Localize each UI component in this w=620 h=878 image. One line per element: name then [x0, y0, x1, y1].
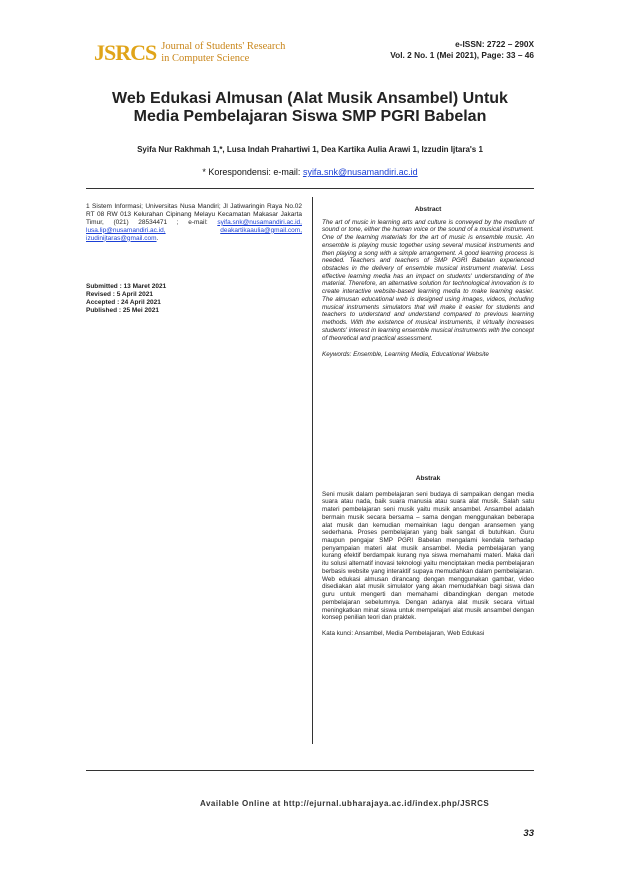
abstract-english — [322, 206, 534, 359]
abstract-heading: Abstract — [414, 206, 442, 213]
keywords: Keywords: Ensemble, Learning Media, Educational Website — [322, 351, 489, 359]
affiliation-text: 1 Sistem Informasi; Universitas Nusa Mandiri; Jl Jatiwaringin Raya No.02 RT 08 RW 013 Kelurahan Cipinang Melayu Kecamatan Makasar Jakarta Timur, (021) 28534471 ; e-mail: — [86, 203, 302, 226]
page-number: 33 — [523, 828, 534, 839]
logo-mark: JSRCS — [94, 40, 157, 65]
title-line-2: Media Pembelajaran Siswa SMP PGRI Babelan — [133, 108, 487, 125]
date-submitted: Submitted : 13 Maret 2021 — [86, 283, 167, 290]
date-accepted: Accepted : 24 April 2021 — [86, 298, 161, 306]
kata-kunci: Kata kunci: Ansambel, Media Pembelajaran, Web Edukasi — [322, 629, 485, 637]
date-published: Published : 25 Mei 2021 — [86, 306, 159, 314]
abstrak-heading: Abstrak — [415, 475, 441, 482]
email-link-4[interactable]: izudinijtaras@gmail.com — [86, 234, 157, 242]
date-revised: Revised : 5 April 2021 — [86, 290, 153, 298]
correspondence — [60, 167, 560, 177]
issn: e-ISSN: 2722 – 290X — [455, 39, 534, 49]
volume-info: Vol. 2 No. 1 (Mei 2021), Page: 33 – 46 — [390, 49, 534, 60]
logo-line-1: Journal of Students' Research — [161, 41, 286, 52]
affiliation — [86, 203, 302, 243]
correspondence-email-link[interactable]: syifa.snk@nusamandiri.ac.id — [302, 167, 418, 177]
abstract-indonesian — [322, 475, 534, 638]
paper-title — [86, 90, 534, 126]
affiliation-end: . — [156, 234, 159, 242]
title-line-1: Web Edukasi Almusan (Alat Musik Ansambel) Untuk — [112, 90, 508, 107]
bottom-rule — [86, 770, 534, 771]
submission-dates — [86, 283, 302, 315]
abstrak-body: Seni musik dalam pembelajaran seni budaya di sampaikan dengan media suara atau nada, baik suara manusia atau suara alat musik. Salah satu materi pembelajaran seni musik yaitu musik ansambel. Ansambel adalah bermain musik secara bersama – sama dengan menggunakan beberapa alat musik dan kemudian memainkan lagu dengan aransemen yang sederhana. Proses pembelajaran yang baik sangat di butuhkan. Guru maupun pengajar SMP PGRI Babelan mengalami kendala terhadap penyampaian materi alat musik ansambel. Media pembelajaran yang kurang efektif berdampak kurang nya siswa memahami materi. Maka dari itu solusi alternatif inovasi teknologi yaitu menciptakan media pembelajaran berbasis website yang interaktif supaya memudahkan dalam pembelajaran. Web edukasi almusan dirancang dengan menggunakan gambar, video disediakan alat musik simulator yang akan memudahkan bagi siswa dan guru untuk mengerti dan memahami dibandingkan dengan metode pembelajaran sebelumnya. Dengan adanya alat musik secara virtual meningkatkan minat siswa untuk mempelajari alat musik ansambel dengan konsep penilian teori dan praktek. — [322, 490, 534, 622]
email-link-3[interactable]: deakartikaaulia@gmail.com, — [220, 226, 302, 234]
top-rule — [86, 188, 534, 189]
abstract-body: The art of music in learning arts and culture is conveyed by the medium of sound or tone, either the human voice or the sound of a musical instrument. One of the learning materials for the art of music is ensemble music. An ensemble is playing music together using several musical instruments and then playing a song with a simple arrangement. A good learning process is needed. Teachers and teachers of SMP PGRI Babelan experienced obstacles in the delivery of ensemble musical instrument material. Less effective learning media has an impact on students' understanding of the material. Therefore, an alternative solution for technological innovation is to create interactive website-based learning media to make learning easier. The almusan educational web is designed using images, videos, including musical instruments simulators that will make it easier for students and teachers to understand and understand compared to previous learning methods. With the existence of musical instruments, it virtually increases students' interest in learning ensemble musical instruments with the concept of theoretical and practical assessment. — [322, 218, 534, 342]
correspondence-label: * Korespondensi: e-mail: — [202, 167, 303, 177]
journal-meta — [390, 39, 534, 60]
email-link-2[interactable]: lusa.lip@nusamandiri.ac.id, — [86, 226, 166, 234]
journal-logo — [94, 40, 285, 66]
authors: Syifa Nur Rakhmah 1,*, Lusa Indah Prahartiwi 1, Dea Kartika Aulia Arawi 1, Izzudin Ijtara's 1 — [137, 145, 483, 154]
column-divider — [312, 197, 313, 744]
email-link-1[interactable]: syifa.snk@nusamandiri.ac.id, — [217, 218, 302, 226]
logo-line-2: in Computer Science — [161, 53, 250, 64]
footer-url: Available Online at http://ejurnal.ubharajaya.ac.id/index.php/JSRCS — [200, 799, 490, 808]
logo-text — [161, 41, 285, 65]
